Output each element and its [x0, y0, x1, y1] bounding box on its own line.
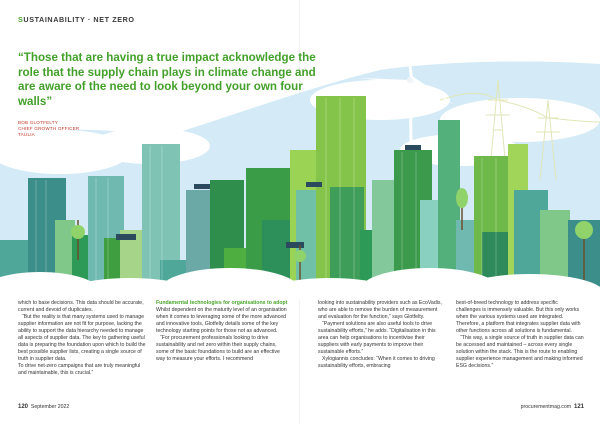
paragraph: “This way, a single source of truth in supplier data can be accessed and maintained – across every single solution within the stack. This is the route to enabling supplier experience management and making informed ESG decisions.”	[456, 335, 584, 370]
paragraph: Xylogiannis concludes: “When it comes to driving sustainability efforts, embracing	[318, 356, 435, 370]
paragraph: “Payment solutions are also useful tools to drive sustainability efforts,” he adds. “Digitalisation in this area can help organisations to incentivise their suppliers with early payments to improve their sustainable efforts.”	[318, 321, 436, 356]
body-column-2	[156, 300, 288, 363]
attribution-title: CHIEF GROWTH OFFICER	[18, 126, 80, 131]
footer-right	[521, 404, 584, 410]
section-label	[18, 15, 135, 24]
page-number-right: 121	[573, 404, 584, 410]
section-label-text: USTAINABILITY · NET ZERO	[23, 15, 135, 24]
pull-quote: “Those that are having a true impact acknowledge the role that the supply chain plays in climate change and are aware of the need to look beyond your own four walls”	[18, 51, 316, 108]
section-label-accent: S	[18, 15, 24, 24]
paragraph: “For procurement professionals looking to drive sustainability and net zero within their supply chains, some of the basic foundations to build are an effective way to measure your efforts. I recommend	[156, 335, 280, 363]
paragraph: which to base decisions. This data should be accurate, current and devoid of duplicates.	[18, 300, 144, 314]
attribution-company: TAULIA	[18, 132, 35, 137]
paragraph: Whilst dependent on the maturity level of an organisation when it comes to leveraging some of the more advanced and innovative tools, Glotfelty details some of the key technology starting points for those not as advanced.	[156, 307, 287, 335]
paragraph: “But the reality is that many systems used to manage supplier information are not fit for purpose, lacking the ability to support the data hierarchy needed to manage all aspects of supplier data. The key to gathering useful data is preparing the foundation upon which to build the best possible supplier lists, creating a single source of truth in supplier data.	[18, 314, 146, 363]
issue-date: September 2022	[30, 404, 70, 410]
subheading: Fundamental technologies for organisations to adopt	[156, 300, 288, 306]
body-column-4	[456, 300, 584, 370]
attribution-name: BOB GLOTFELTY	[18, 120, 59, 125]
paragraph: To drive net-zero campaigns that are truly meaningful and maintainable, this is crucial.”	[18, 363, 141, 377]
quote-attribution	[18, 120, 79, 138]
site-url[interactable]: procurementmag.com	[520, 404, 572, 410]
paragraph: best-of-breed technology to address specific challenges is immensely valuable. But this only works when the various systems used are integrated. Therefore, a platform that integrates supplier data with other functions across all solutions is fundamental.	[456, 300, 581, 335]
page-number-left: 120	[18, 404, 29, 410]
body-column-3	[318, 300, 446, 370]
body-column-1	[18, 300, 146, 378]
paragraph: looking into sustainability providers such as EcoVadis, who are able to remove the burden of measurement and evaluation for the function,” says Glotfelty.	[318, 300, 442, 321]
footer-left	[18, 404, 69, 410]
